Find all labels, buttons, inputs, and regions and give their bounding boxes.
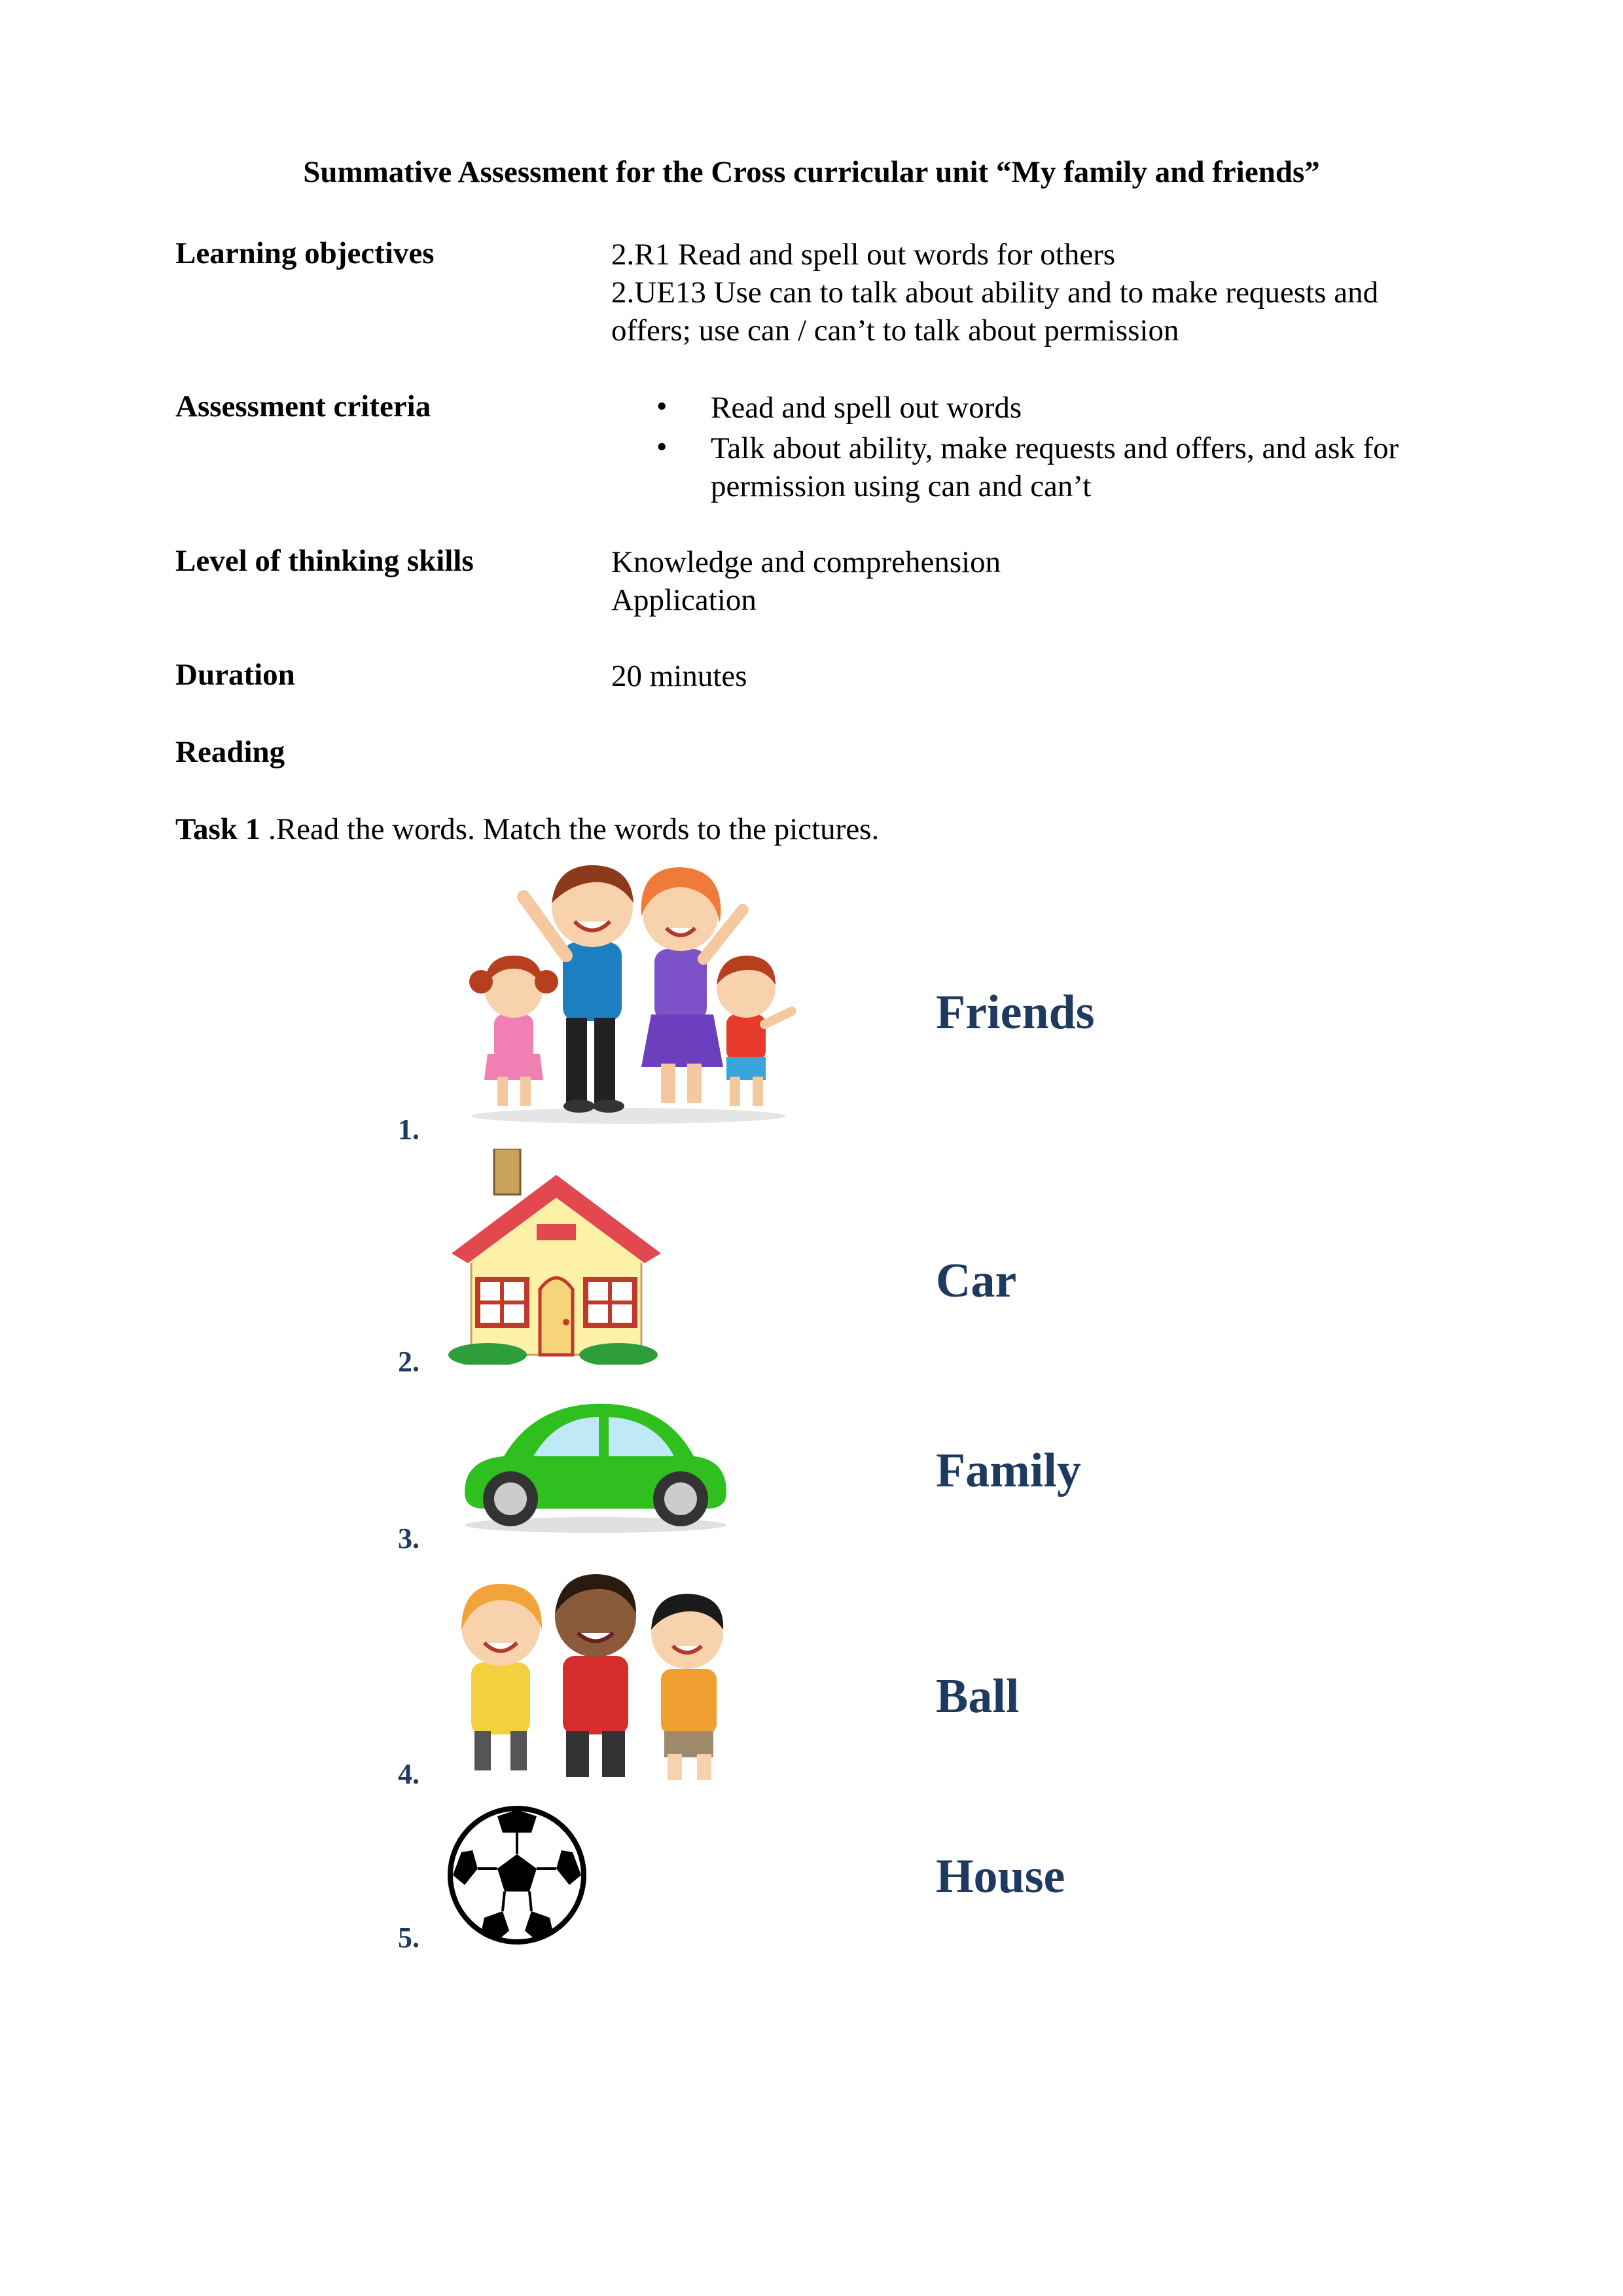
match-word: Ball (936, 1670, 1020, 1723)
duration-label: Duration (175, 658, 295, 692)
learning-objectives-label: Learning objectives (175, 236, 435, 270)
picture-number: 4. (398, 1758, 419, 1790)
bullet-icon: • (656, 430, 668, 464)
match-word: Car (936, 1254, 1017, 1308)
assessment-criteria-label: Assessment criteria (175, 389, 431, 423)
objective-line: offers; use can / can’t to talk about permission (611, 314, 1179, 348)
criteria-item: Read and spell out words (711, 391, 1022, 425)
section-heading: Reading (175, 735, 285, 769)
objective-line: 2.UE13 Use can to talk about ability and to make requests and (611, 276, 1379, 310)
soccer-ball-picture-icon (445, 1803, 589, 1947)
picture-number: 1. (398, 1113, 419, 1145)
bullet-icon: • (656, 389, 668, 423)
picture-number: 2. (398, 1346, 419, 1378)
friends-picture-icon (445, 1564, 759, 1787)
match-word: Family (936, 1444, 1081, 1498)
thinking-skills-text: Knowledge and comprehension Application (611, 545, 1001, 617)
duration-value: 20 minutes (611, 659, 747, 693)
page-title: Summative Assessment for the Cross curricular unit “My family and friends” (303, 155, 1320, 189)
house-picture-icon (445, 1149, 668, 1365)
thinking-skills-label: Level of thinking skills (175, 544, 474, 578)
task-instruction (175, 812, 879, 847)
match-word: Friends (936, 986, 1095, 1039)
family-picture-icon (445, 851, 812, 1126)
learning-objectives-text (611, 236, 1378, 350)
task-text: .Read the words. Match the words to the pictures. (260, 812, 880, 846)
task-label: Task 1 (175, 812, 261, 846)
picture-number: 3. (398, 1522, 419, 1554)
picture-number: 5. (398, 1922, 419, 1954)
car-picture-icon (458, 1394, 733, 1538)
match-word: House (936, 1850, 1065, 1903)
criteria-item: Talk about ability, make requests and offers, and ask for permission using can and can’t (711, 431, 1399, 503)
objective-line: 2.R1 Read and spell out words for others (611, 238, 1116, 272)
